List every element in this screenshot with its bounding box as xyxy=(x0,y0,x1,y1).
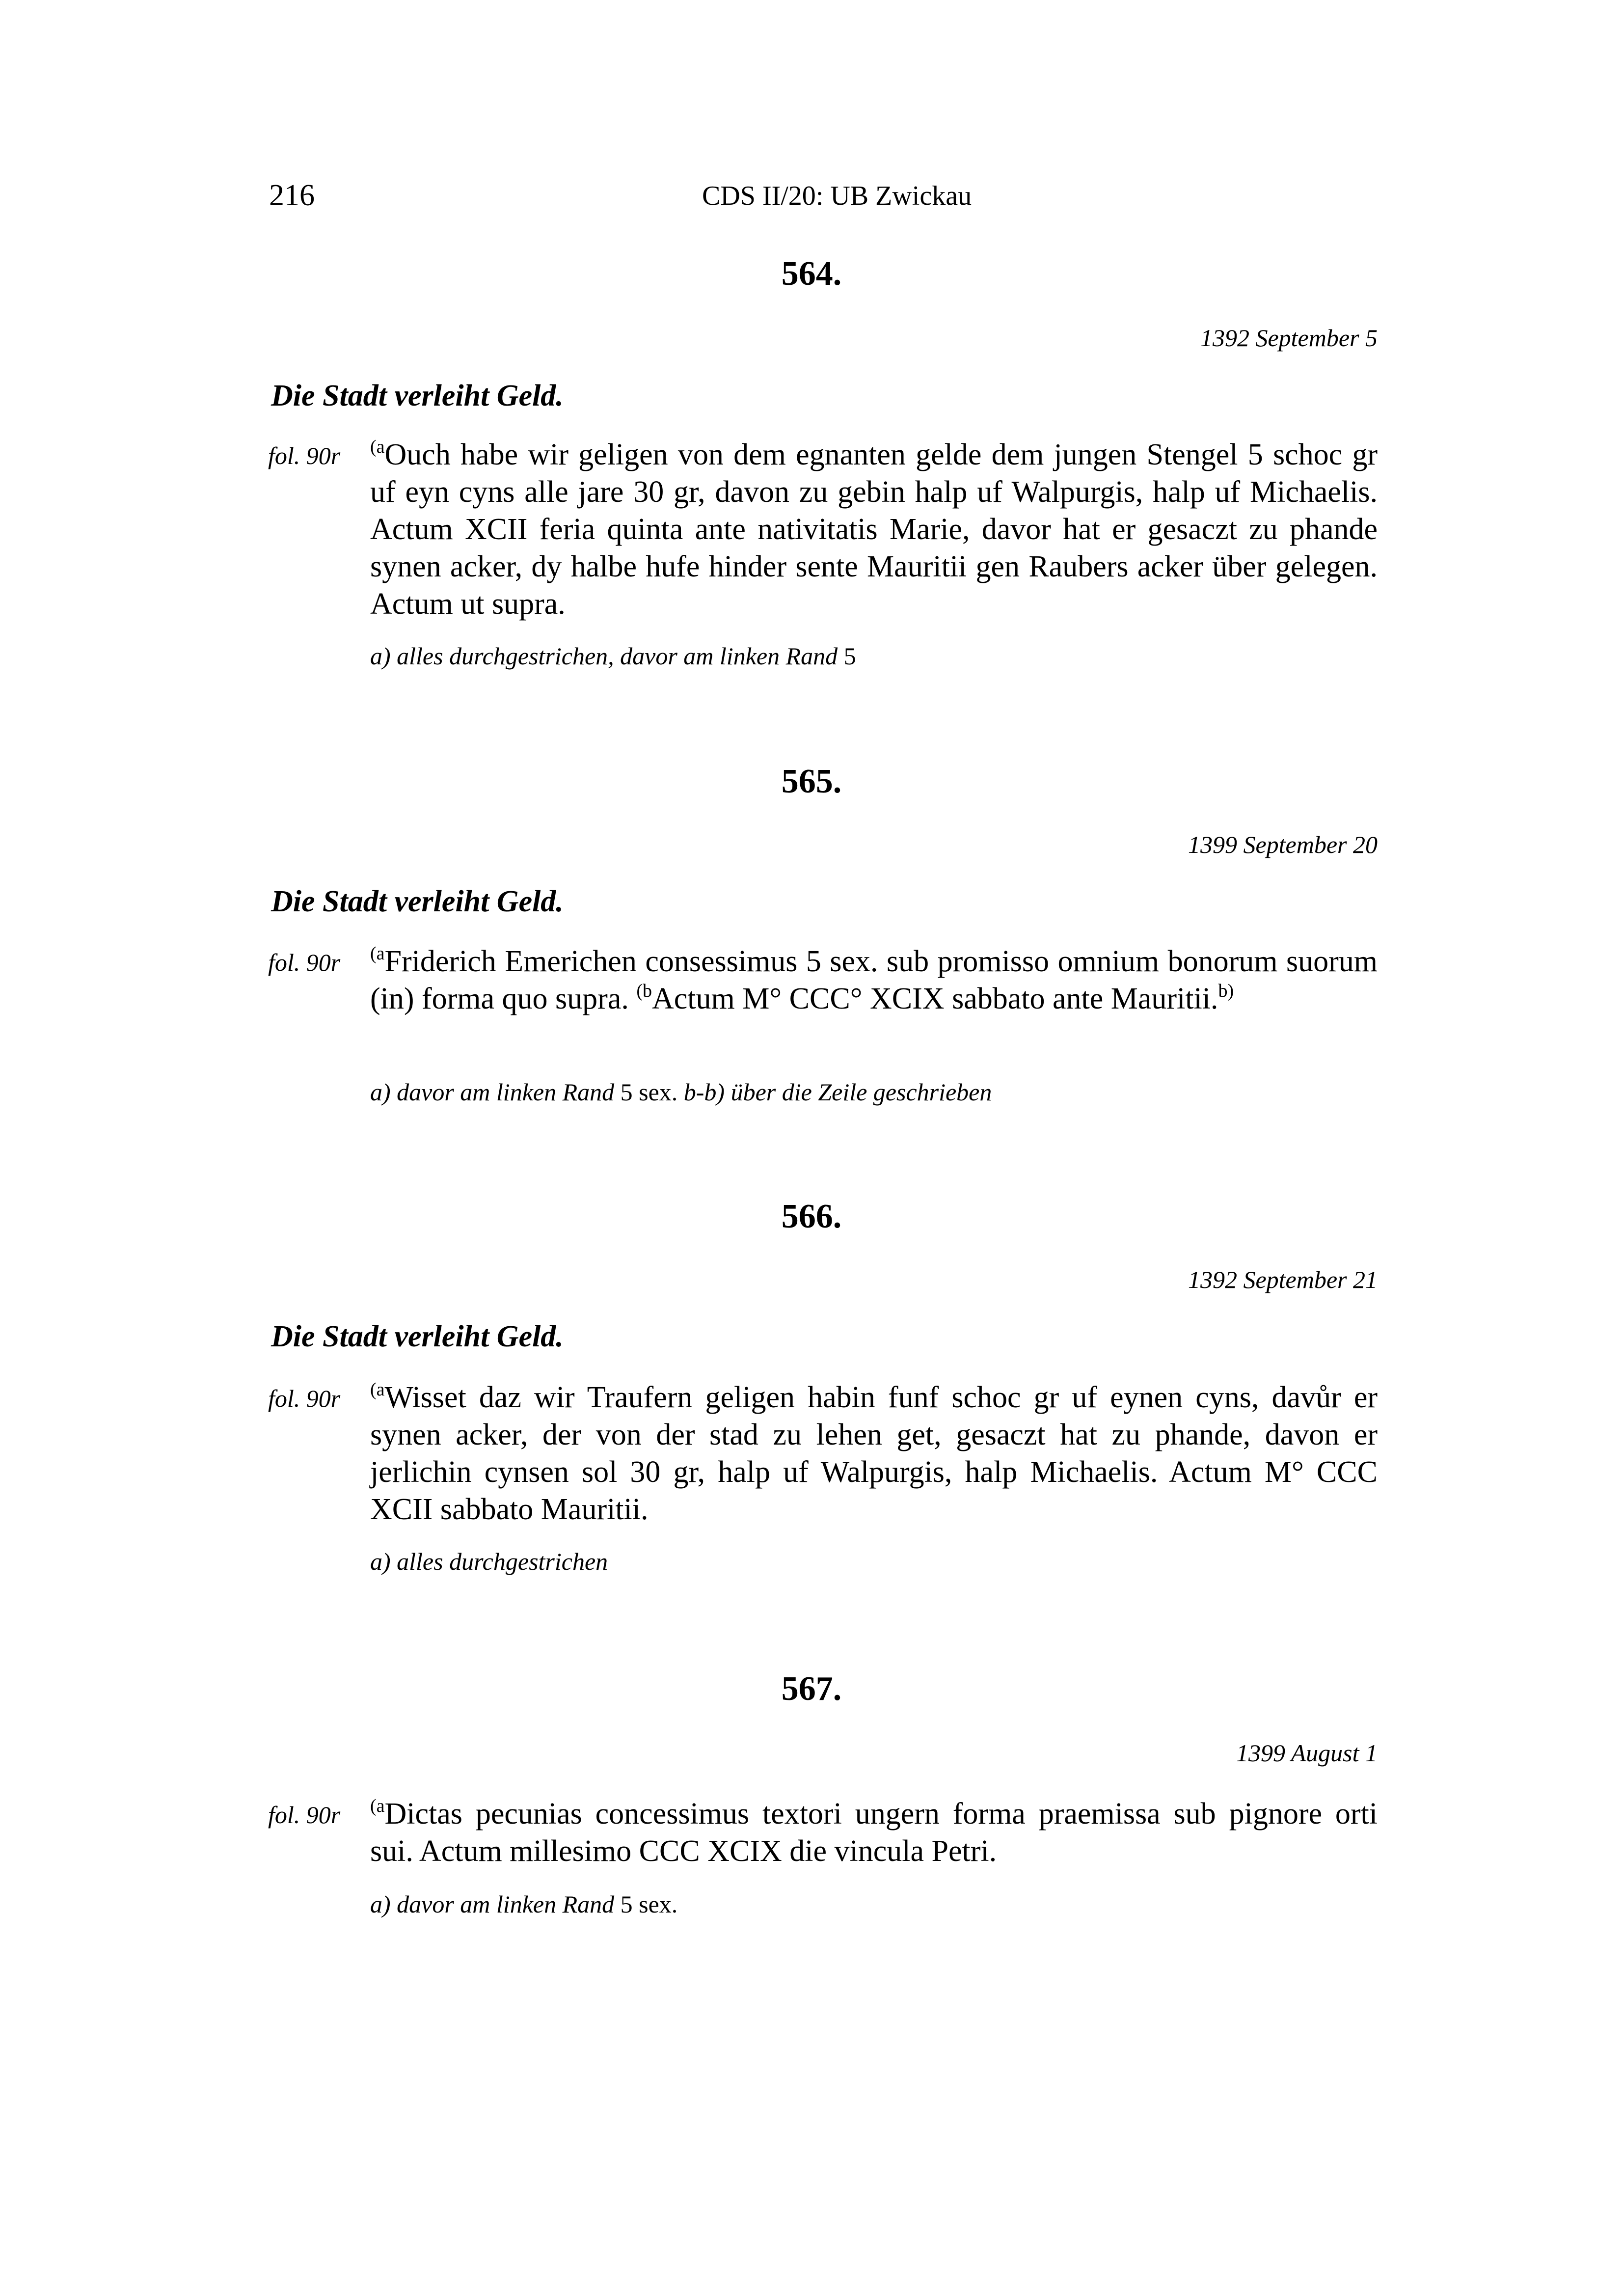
folio-reference: fol. 90r xyxy=(268,1385,341,1412)
footnote-plain: 5 sex. xyxy=(614,1890,678,1918)
document-date: 1399 September 20 xyxy=(1188,831,1378,858)
footnote-plain: 5 xyxy=(838,642,856,670)
text-body: Dictas pecunias concessimus textori ungern forma praemissa sub pignore orti sui. Actum millesimo CCC XCIX die vincula Petri. xyxy=(370,1797,1378,1868)
document-text xyxy=(370,436,1378,623)
sigla-a: (a xyxy=(370,943,385,964)
footnote-italic-2: b-b) über die Zeile geschrieben xyxy=(683,1078,992,1106)
sigla-a: (a xyxy=(370,1379,385,1400)
text-body: Wisset daz wir Traufern geligen habin funf schoc gr uf eynen cyns, davůr er synen acker, der von der stad zu lehen get, gesaczt hat zu phande, davon er jerlichin cynsen sol 30 gr, halp uf Walpurgis, halp Michaelis. Actum M° CCC XCII sabbato Mauritii. xyxy=(370,1381,1378,1526)
regest-heading: Die Stadt verleiht Geld. xyxy=(271,1320,564,1353)
footnote-italic: a) alles durchgestrichen, davor am linken Rand xyxy=(370,642,838,670)
folio-reference: fol. 90r xyxy=(268,442,341,469)
sigla-b-end: b) xyxy=(1218,981,1234,1001)
text-body-2: Actum M° CCC° XCIX sabbato ante Mauritii. xyxy=(652,982,1218,1015)
footnote-italic-1: a) davor am linken Rand xyxy=(370,1078,615,1106)
sigla-b: (b xyxy=(636,981,652,1001)
document-number: 564. xyxy=(781,255,842,293)
sigla-a: (a xyxy=(370,437,385,457)
footnote xyxy=(370,1547,608,1576)
document-number: 565. xyxy=(781,763,842,800)
running-title: CDS II/20: UB Zwickau xyxy=(702,181,972,211)
footnote-plain: 5 sex. xyxy=(614,1078,684,1106)
footnote xyxy=(370,1077,992,1107)
document-date: 1399 August 1 xyxy=(1236,1739,1378,1767)
document-text xyxy=(370,1379,1378,1528)
footnote xyxy=(370,641,856,671)
document-text xyxy=(370,1795,1378,1870)
footnote xyxy=(370,1889,677,1919)
document-date: 1392 September 5 xyxy=(1200,324,1378,352)
regest-heading: Die Stadt verleiht Geld. xyxy=(271,379,564,412)
regest-heading: Die Stadt verleiht Geld. xyxy=(271,885,564,918)
footnote-italic: a) davor am linken Rand xyxy=(370,1890,615,1918)
document-number: 567. xyxy=(781,1670,842,1708)
footnote-italic: a) alles durchgestrichen xyxy=(370,1548,608,1575)
text-body-1: Friderich Emerichen consessimus 5 sex. sub promisso omnium bonorum suorum (in) forma quo supra. xyxy=(370,945,1378,1015)
text-body: Ouch habe wir geligen von dem egnanten gelde dem jungen Stengel 5 schoc gr uf eyn cyns alle jare 30 gr, davon zu gebin halp uf Walpurgis, halp uf Michaelis. Actum XCII feria quinta ante nativitatis Marie, davor hat er gesaczt zu phande synen acker, dy halbe hufe hinder sente Mauritii gen Raubers acker über gelegen. Actum ut supra. xyxy=(370,438,1378,621)
document-date: 1392 September 21 xyxy=(1188,1266,1378,1293)
document-text xyxy=(370,943,1378,1017)
folio-reference: fol. 90r xyxy=(268,1801,341,1829)
document-number: 566. xyxy=(781,1198,842,1235)
folio-reference: fol. 90r xyxy=(268,949,341,976)
page-number: 216 xyxy=(269,179,315,212)
sigla-a: (a xyxy=(370,1796,385,1816)
